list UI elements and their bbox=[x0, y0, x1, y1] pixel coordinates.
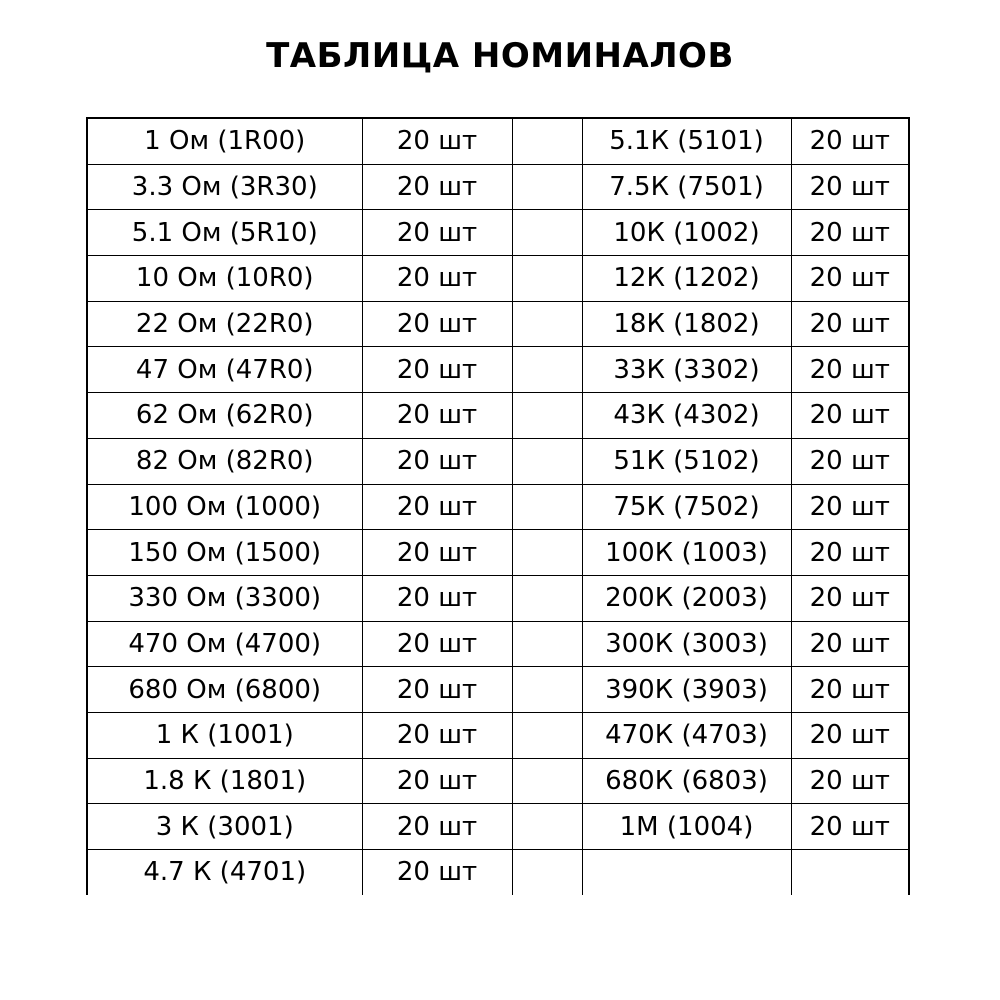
table-body bbox=[87, 118, 909, 895]
left-value-cell: 1.8 К (1801) bbox=[87, 758, 362, 804]
left-value-cell: 47 Ом (47R0) bbox=[87, 347, 362, 393]
table-row bbox=[87, 210, 909, 256]
spacer-cell bbox=[512, 712, 582, 758]
table-row bbox=[87, 575, 909, 621]
left-value-cell: 82 Ом (82R0) bbox=[87, 438, 362, 484]
spacer-cell bbox=[512, 210, 582, 256]
left-value-cell: 22 Ом (22R0) bbox=[87, 301, 362, 347]
right-value-cell: 470К (4703) bbox=[582, 712, 791, 758]
right-value-cell: 300К (3003) bbox=[582, 621, 791, 667]
table-row bbox=[87, 393, 909, 439]
left-qty-cell: 20 шт bbox=[362, 301, 512, 347]
right-qty-cell: 20 шт bbox=[791, 393, 909, 439]
left-value-cell: 10 Ом (10R0) bbox=[87, 256, 362, 302]
right-value-cell: 5.1К (5101) bbox=[582, 118, 791, 164]
spacer-cell bbox=[512, 758, 582, 804]
spacer-cell bbox=[512, 301, 582, 347]
spacer-cell bbox=[512, 621, 582, 667]
table-row bbox=[87, 667, 909, 713]
spacer-cell bbox=[512, 164, 582, 210]
right-qty-cell: 20 шт bbox=[791, 118, 909, 164]
right-value-cell: 75К (7502) bbox=[582, 484, 791, 530]
right-value-cell: 1М (1004) bbox=[582, 804, 791, 850]
right-qty-cell: 20 шт bbox=[791, 347, 909, 393]
right-value-cell: 10К (1002) bbox=[582, 210, 791, 256]
table-row bbox=[87, 347, 909, 393]
right-value-cell: 7.5К (7501) bbox=[582, 164, 791, 210]
page-title: ТАБЛИЦА НОМИНАЛОВ bbox=[266, 36, 734, 76]
right-value-cell: 18К (1802) bbox=[582, 301, 791, 347]
spacer-cell bbox=[512, 530, 582, 576]
right-qty-cell: 20 шт bbox=[791, 712, 909, 758]
right-qty-cell: 20 шт bbox=[791, 575, 909, 621]
right-value-cell: 100К (1003) bbox=[582, 530, 791, 576]
table-row bbox=[87, 804, 909, 850]
left-value-cell: 4.7 К (4701) bbox=[87, 850, 362, 895]
left-qty-cell: 20 шт bbox=[362, 484, 512, 530]
spacer-cell bbox=[512, 667, 582, 713]
right-qty-cell: 20 шт bbox=[791, 438, 909, 484]
resistor-values-table bbox=[86, 117, 910, 895]
table-row bbox=[87, 438, 909, 484]
right-value-cell: 12К (1202) bbox=[582, 256, 791, 302]
table-row bbox=[87, 621, 909, 667]
spacer-cell bbox=[512, 484, 582, 530]
table-row bbox=[87, 164, 909, 210]
left-qty-cell: 20 шт bbox=[362, 210, 512, 256]
right-value-cell: 43К (4302) bbox=[582, 393, 791, 439]
right-value-cell: 680К (6803) bbox=[582, 758, 791, 804]
table-row bbox=[87, 758, 909, 804]
left-qty-cell: 20 шт bbox=[362, 850, 512, 895]
left-value-cell: 680 Ом (6800) bbox=[87, 667, 362, 713]
spacer-cell bbox=[512, 256, 582, 302]
right-value-cell: 33К (3302) bbox=[582, 347, 791, 393]
left-qty-cell: 20 шт bbox=[362, 256, 512, 302]
spacer-cell bbox=[512, 575, 582, 621]
table-row bbox=[87, 484, 909, 530]
right-qty-cell: 20 шт bbox=[791, 621, 909, 667]
right-value-cell bbox=[582, 850, 791, 895]
right-value-cell: 51К (5102) bbox=[582, 438, 791, 484]
table-row bbox=[87, 301, 909, 347]
left-qty-cell: 20 шт bbox=[362, 575, 512, 621]
left-value-cell: 330 Ом (3300) bbox=[87, 575, 362, 621]
spacer-cell bbox=[512, 438, 582, 484]
left-value-cell: 150 Ом (1500) bbox=[87, 530, 362, 576]
right-qty-cell: 20 шт bbox=[791, 530, 909, 576]
left-qty-cell: 20 шт bbox=[362, 347, 512, 393]
right-qty-cell: 20 шт bbox=[791, 758, 909, 804]
left-value-cell: 3 К (3001) bbox=[87, 804, 362, 850]
right-qty-cell: 20 шт bbox=[791, 301, 909, 347]
right-value-cell: 390К (3903) bbox=[582, 667, 791, 713]
left-qty-cell: 20 шт bbox=[362, 667, 512, 713]
left-value-cell: 1 К (1001) bbox=[87, 712, 362, 758]
table-row bbox=[87, 118, 909, 164]
right-qty-cell: 20 шт bbox=[791, 256, 909, 302]
right-qty-cell: 20 шт bbox=[791, 164, 909, 210]
spacer-cell bbox=[512, 804, 582, 850]
spacer-cell bbox=[512, 347, 582, 393]
right-qty-cell: 20 шт bbox=[791, 804, 909, 850]
left-qty-cell: 20 шт bbox=[362, 804, 512, 850]
left-qty-cell: 20 шт bbox=[362, 438, 512, 484]
left-qty-cell: 20 шт bbox=[362, 530, 512, 576]
left-qty-cell: 20 шт bbox=[362, 393, 512, 439]
spacer-cell bbox=[512, 393, 582, 439]
left-value-cell: 470 Ом (4700) bbox=[87, 621, 362, 667]
spacer-cell bbox=[512, 118, 582, 164]
right-qty-cell bbox=[791, 850, 909, 895]
right-qty-cell: 20 шт bbox=[791, 210, 909, 256]
left-value-cell: 3.3 Ом (3R30) bbox=[87, 164, 362, 210]
table-row bbox=[87, 530, 909, 576]
left-qty-cell: 20 шт bbox=[362, 758, 512, 804]
right-value-cell: 200К (2003) bbox=[582, 575, 791, 621]
left-qty-cell: 20 шт bbox=[362, 164, 512, 210]
left-qty-cell: 20 шт bbox=[362, 621, 512, 667]
table-row bbox=[87, 850, 909, 895]
left-qty-cell: 20 шт bbox=[362, 118, 512, 164]
left-value-cell: 62 Ом (62R0) bbox=[87, 393, 362, 439]
right-qty-cell: 20 шт bbox=[791, 667, 909, 713]
left-value-cell: 100 Ом (1000) bbox=[87, 484, 362, 530]
table-row bbox=[87, 256, 909, 302]
table-row bbox=[87, 712, 909, 758]
left-value-cell: 1 Ом (1R00) bbox=[87, 118, 362, 164]
left-value-cell: 5.1 Ом (5R10) bbox=[87, 210, 362, 256]
left-qty-cell: 20 шт bbox=[362, 712, 512, 758]
spacer-cell bbox=[512, 850, 582, 895]
right-qty-cell: 20 шт bbox=[791, 484, 909, 530]
